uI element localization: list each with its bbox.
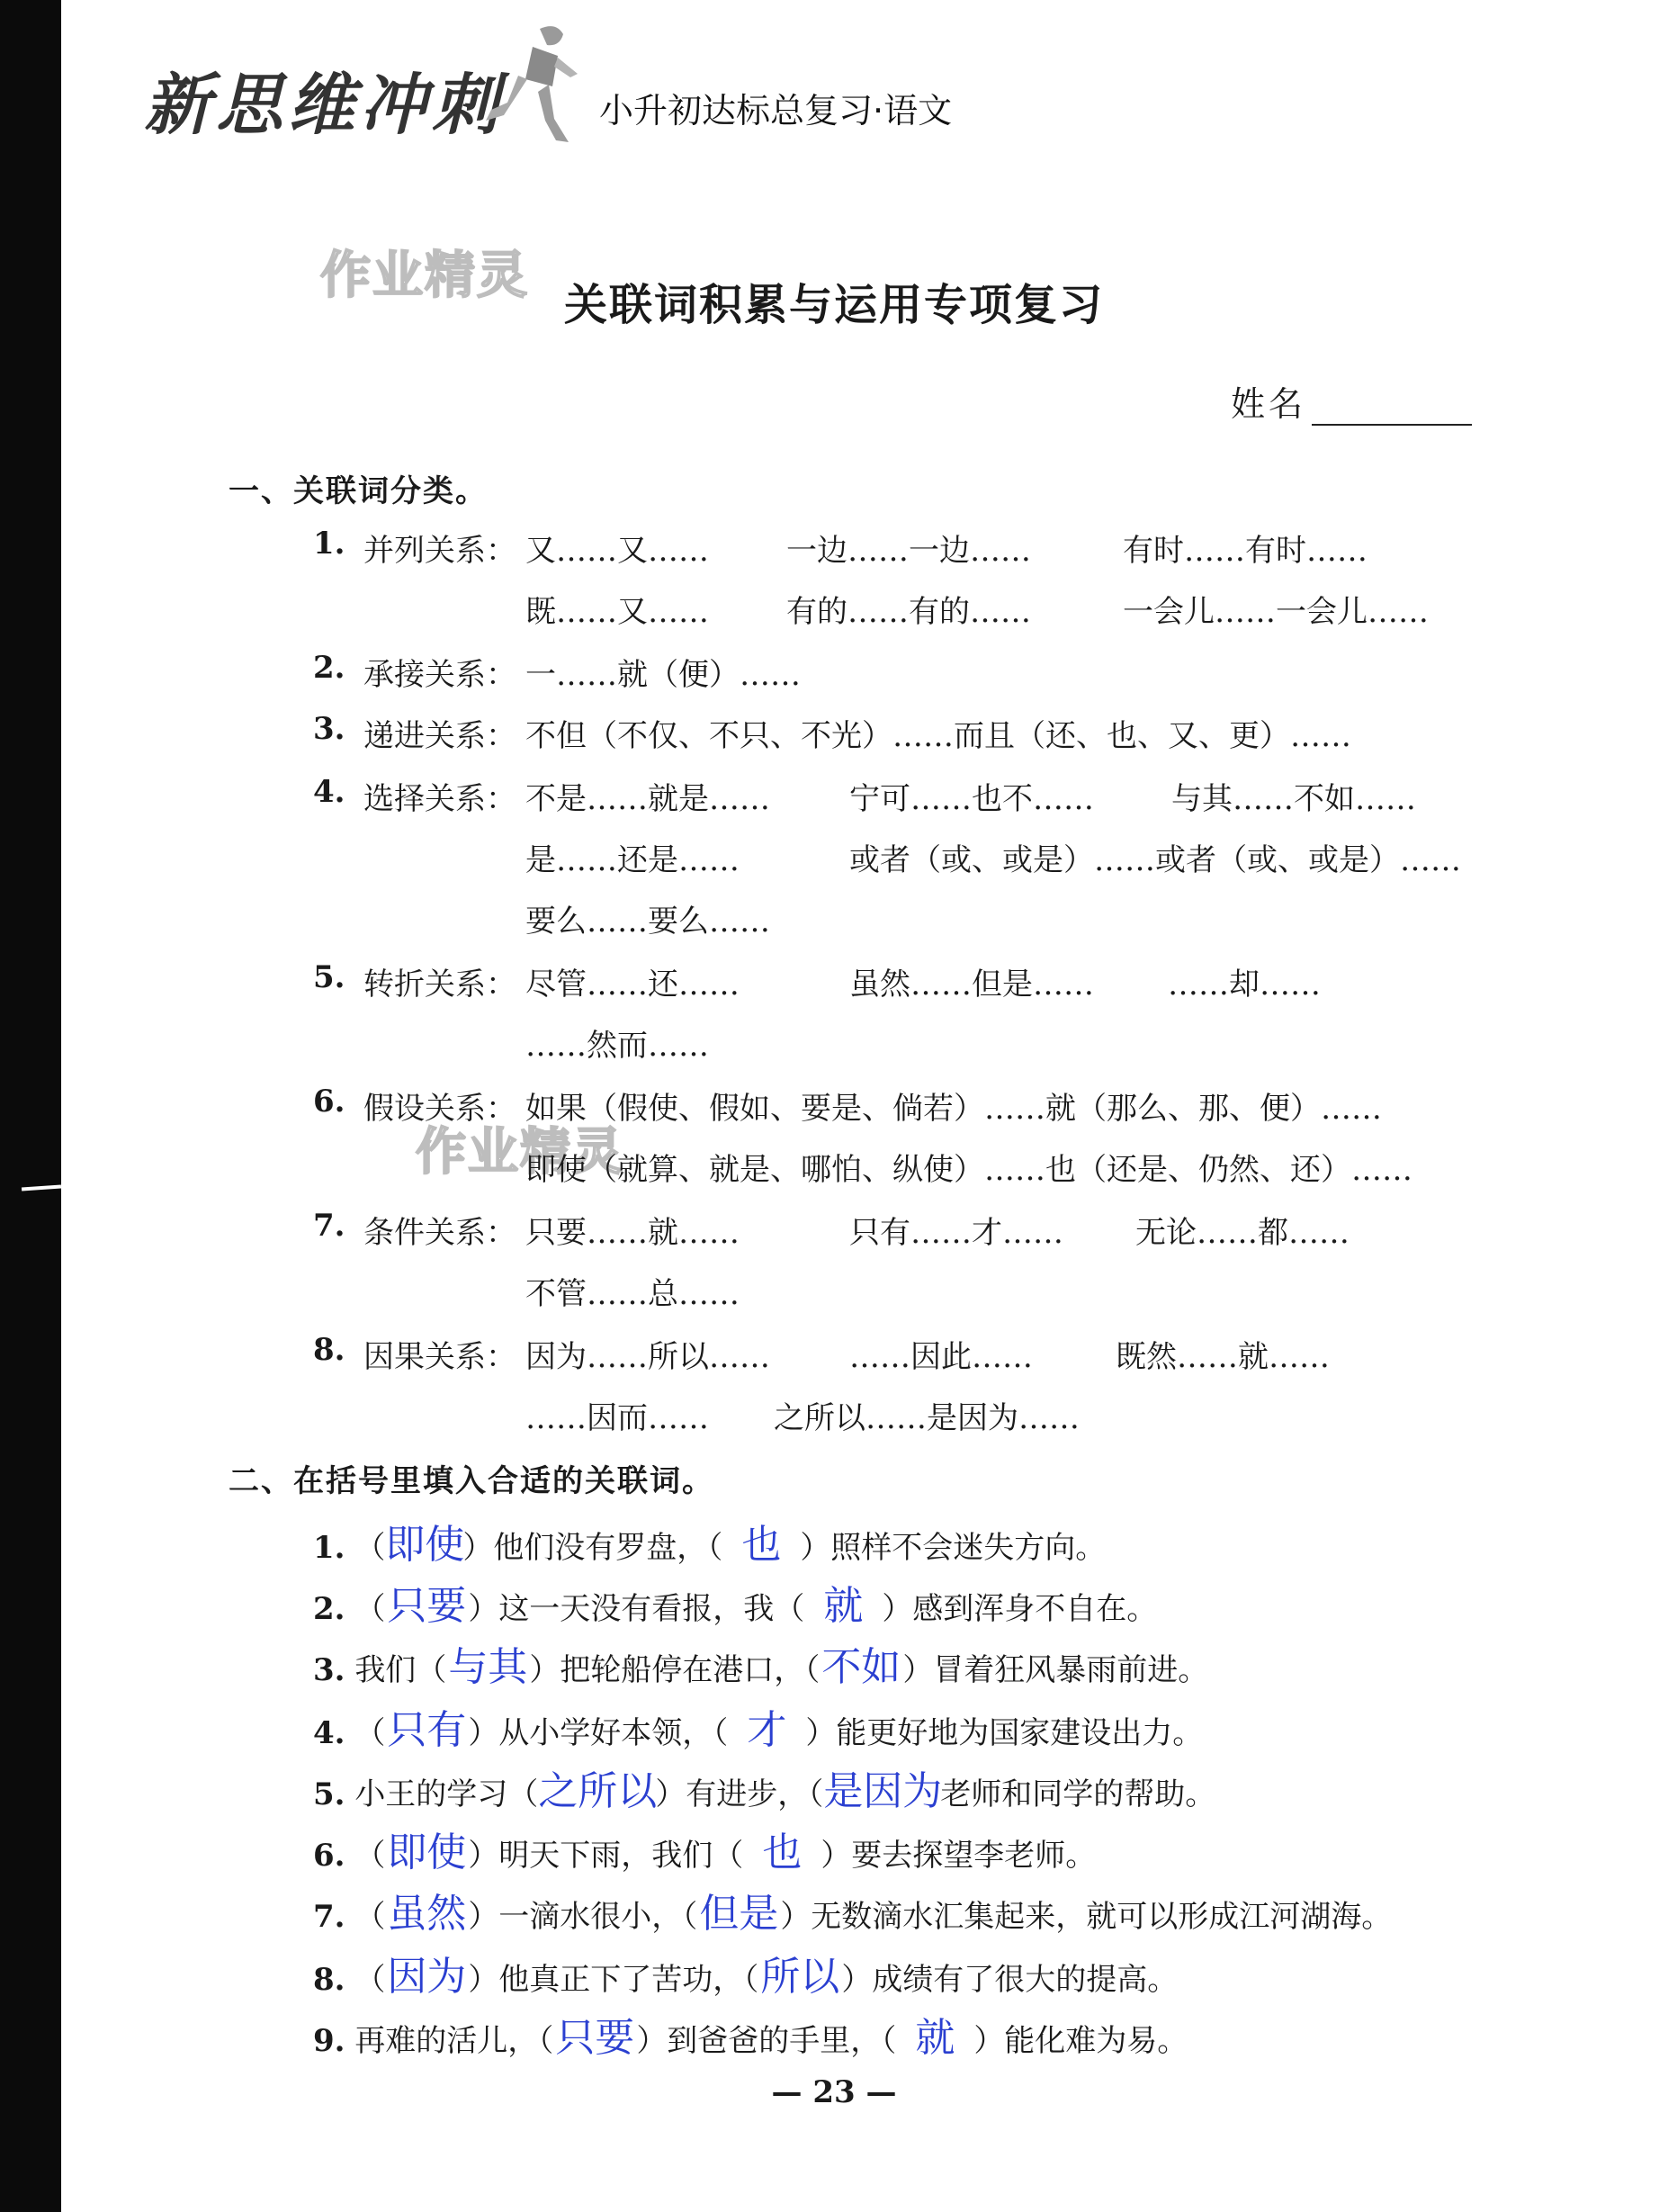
answer-field[interactable]: 也 <box>741 1522 782 1568</box>
fill-item-1: 1. （即使）他们没有罗盘，（ 也 ）照样不会迷失方向。 <box>313 1512 1106 1569</box>
name-blank-line[interactable] <box>1312 388 1472 426</box>
runner-icon <box>477 20 585 150</box>
list-item: 7. 条件关系： <box>313 1208 516 1251</box>
answer-field[interactable]: 就 <box>915 2015 955 2061</box>
answer-field[interactable]: 即使 <box>387 1830 467 1875</box>
list-item: 3. 递进关系： <box>313 711 516 754</box>
answer-field[interactable]: 所以 <box>760 1954 840 2000</box>
answer-field[interactable]: 但是 <box>699 1891 779 1937</box>
answer-field[interactable]: 虽然 <box>387 1891 467 1937</box>
page-title: 关联词积累与运用专项复习 <box>563 280 1104 330</box>
section2-heading: 二、在括号里填入合适的关联词。 <box>229 1463 714 1499</box>
fill-item-5: 5. 小王的学习（之所以）有进步，（是因为老师和同学的帮助。 <box>313 1758 1215 1816</box>
answer-field[interactable]: 就 <box>823 1583 864 1629</box>
list-item: 1. 并列关系： <box>313 526 516 569</box>
fill-item-7: 7. （虽然）一滴水很小，（但是）无数滴水汇集起来，就可以形成江河湖海。 <box>313 1881 1392 1938</box>
answer-field[interactable]: 才 <box>747 1707 787 1753</box>
answer-field[interactable]: 也 <box>762 1830 803 1875</box>
fill-item-3: 3. 我们（与其）把轮船停在港口，（不如）冒着狂风暴雨前进。 <box>313 1634 1208 1692</box>
answer-field[interactable]: 是因为 <box>823 1768 943 1814</box>
list-item: 4. 选择关系： <box>313 774 516 817</box>
name-field <box>1231 376 1472 426</box>
answer-field[interactable]: 只要 <box>555 2015 635 2061</box>
fill-item-9: 9. 再难的活儿，（只要）到爸爸的手里，（ 就 ）能化难为易。 <box>313 2005 1188 2063</box>
watermark-top: 作业精灵 <box>320 247 529 305</box>
fill-item-8: 8. （因为）他真正下了苦功，（所以）成绩有了很大的提高。 <box>313 1944 1178 2001</box>
section1-heading: 一、关联词分类。 <box>229 473 488 509</box>
list-item: 6. 假设关系： <box>313 1084 516 1127</box>
answer-field[interactable]: 之所以 <box>538 1768 658 1814</box>
fill-item-6: 6. （即使）明天下雨，我们（ 也 ）要去探望李老师。 <box>313 1820 1096 1877</box>
watermark-middle: 作业精灵 <box>416 1123 624 1182</box>
header-subtitle: 小升初达标总复习·语文 <box>599 91 953 130</box>
list-item: 8. 因果关系： <box>313 1332 516 1375</box>
fill-item-2: 2. （只要）这一天没有看报，我（ 就 ）感到浑身不自在。 <box>313 1573 1157 1631</box>
list-item: 5. 转折关系： <box>313 959 516 1003</box>
answer-field[interactable]: 即使 <box>385 1522 465 1568</box>
page-number: — 23 — <box>771 2074 897 2110</box>
list-item: 2. 承接关系： <box>313 650 516 693</box>
answer-field[interactable]: 因为 <box>387 1954 467 2000</box>
answer-field[interactable]: 只要 <box>387 1583 467 1629</box>
fill-item-4: 4. （只有）从小学好本领，（ 才 ）能更好地为国家建设出力。 <box>313 1697 1203 1755</box>
scan-edge-nick <box>22 1184 61 1191</box>
name-label: 姓名 <box>1231 384 1307 424</box>
answer-field[interactable]: 只有 <box>387 1707 467 1753</box>
brand-logo: 新思维冲刺 <box>144 67 504 144</box>
answer-field[interactable]: 与其 <box>448 1644 528 1690</box>
answer-field[interactable]: 不如 <box>821 1644 901 1690</box>
